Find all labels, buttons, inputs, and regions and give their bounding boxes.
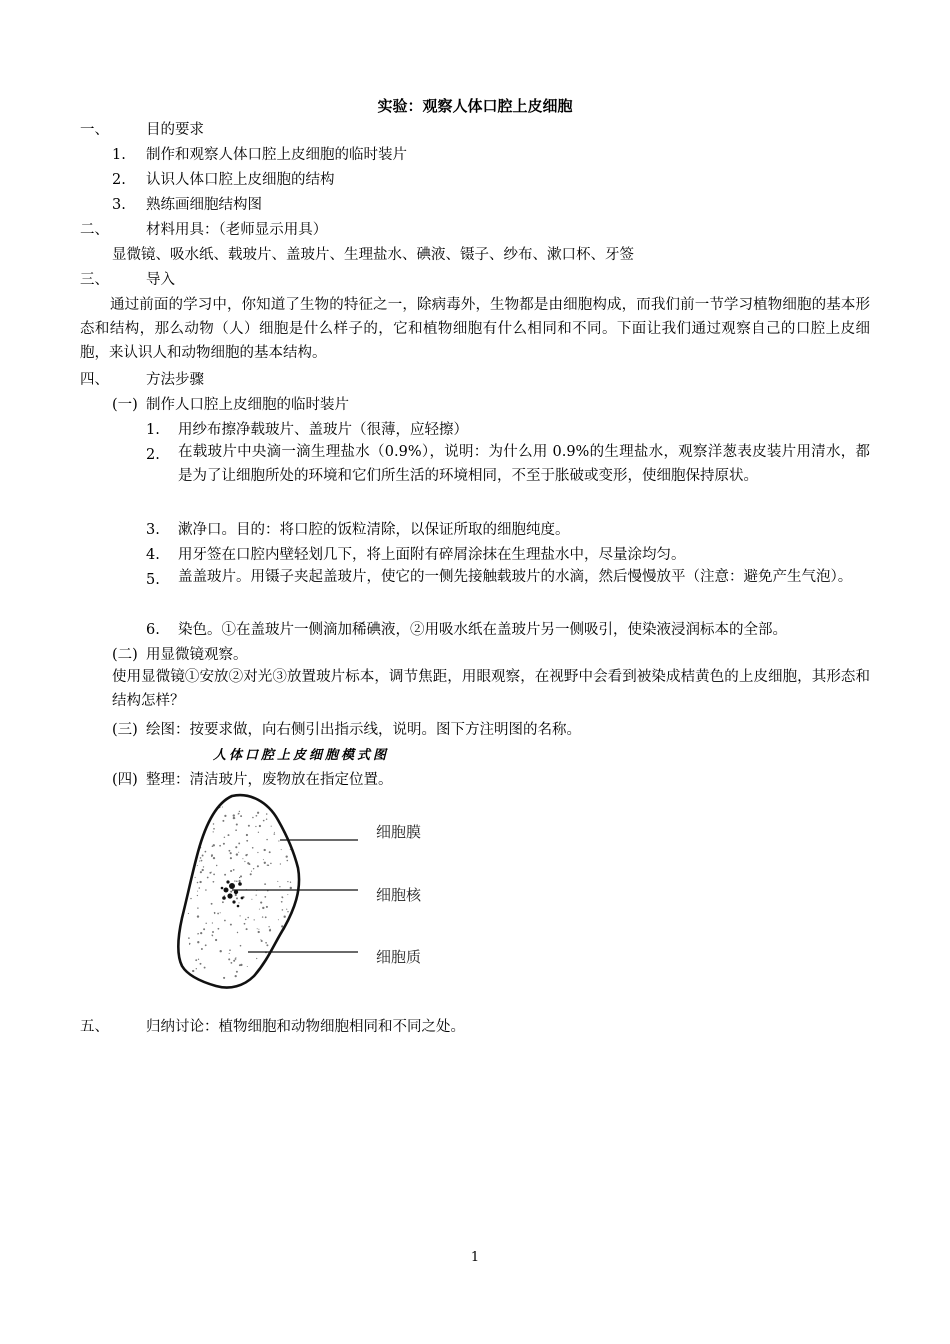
cytoplasm-dot bbox=[236, 881, 238, 883]
section-3-heading: 导入 bbox=[146, 272, 175, 288]
section-5-number: 五、 bbox=[80, 1019, 109, 1035]
cytoplasm-dot bbox=[287, 894, 288, 895]
cytoplasm-dot bbox=[204, 801, 206, 803]
cytoplasm-dot bbox=[190, 860, 192, 862]
cytoplasm-dot bbox=[215, 939, 217, 941]
cytoplasm-dot bbox=[278, 919, 279, 920]
cytoplasm-dot bbox=[283, 819, 284, 820]
sub-2-text: 用显微镜观察。 bbox=[146, 647, 248, 663]
cytoplasm-dot bbox=[228, 850, 230, 852]
cytoplasm-dot bbox=[224, 837, 225, 838]
cytoplasm-dot bbox=[219, 845, 221, 847]
cytoplasm-dot bbox=[290, 887, 292, 889]
cytoplasm-dot bbox=[256, 894, 257, 895]
cytoplasm-dot bbox=[257, 865, 259, 867]
cytoplasm-dot bbox=[238, 852, 239, 853]
cytoplasm-dot bbox=[265, 942, 267, 944]
cytoplasm-dot bbox=[269, 966, 271, 968]
cytoplasm-dot bbox=[201, 860, 203, 862]
cytoplasm-dot bbox=[246, 834, 248, 836]
cytoplasm-dot bbox=[263, 859, 264, 860]
cytoplasm-dot bbox=[206, 814, 207, 815]
cytoplasm-dot bbox=[245, 919, 247, 921]
cytoplasm-dot bbox=[211, 934, 212, 935]
cytoplasm-dot bbox=[289, 833, 290, 834]
s1-item-2-text: 认识人体口腔上皮细胞的结构 bbox=[146, 172, 335, 188]
cytoplasm-dot bbox=[197, 882, 199, 884]
cytoplasm-dot bbox=[230, 891, 232, 893]
cytoplasm-dot bbox=[235, 957, 236, 958]
cell-diagram-svg bbox=[170, 790, 450, 1000]
cytoplasm-dot bbox=[236, 971, 238, 973]
sub-3-text: 绘图：按要求做，向右侧引出指示线，说明。图下方注明图的名称。 bbox=[146, 722, 581, 738]
cytoplasm-dot bbox=[290, 920, 291, 921]
cytoplasm-dot bbox=[196, 839, 197, 840]
cytoplasm-dot bbox=[236, 823, 238, 825]
cytoplasm-dot bbox=[237, 932, 238, 933]
cytoplasm-dot bbox=[266, 818, 267, 819]
cytoplasm-dot bbox=[197, 891, 198, 892]
cytoplasm-dot bbox=[190, 898, 191, 899]
cytoplasm-dot bbox=[204, 967, 206, 969]
cytoplasm-dot bbox=[240, 945, 242, 947]
cytoplasm-dot bbox=[200, 963, 202, 965]
cytoplasm-dot bbox=[205, 923, 206, 924]
cytoplasm-dot bbox=[287, 881, 288, 882]
cytoplasm-dot bbox=[202, 855, 204, 857]
s1-item-1-number: 1. bbox=[112, 147, 126, 163]
cytoplasm-dot bbox=[231, 962, 233, 964]
cytoplasm-dot bbox=[240, 875, 242, 877]
cytoplasm-dot bbox=[255, 826, 256, 827]
cytoplasm-dot bbox=[281, 849, 282, 850]
sub-2-label: (二) bbox=[112, 647, 138, 663]
cytoplasm-dot bbox=[213, 831, 214, 832]
cytoplasm-dot bbox=[200, 823, 201, 824]
cytoplasm-dot bbox=[233, 817, 235, 819]
cytoplasm-dot bbox=[279, 886, 280, 887]
cytoplasm-dot bbox=[235, 975, 237, 977]
step-6-number: 6. bbox=[146, 622, 160, 638]
cytoplasm-dot bbox=[196, 831, 198, 833]
cytoplasm-dot bbox=[264, 862, 266, 864]
cytoplasm-dot bbox=[266, 839, 267, 840]
cytoplasm-dot bbox=[274, 832, 275, 833]
cytoplasm-dot bbox=[197, 895, 198, 896]
cytoplasm-dot bbox=[195, 877, 196, 878]
cytoplasm-dot bbox=[229, 953, 230, 954]
cytoplasm-dot bbox=[256, 958, 257, 959]
cytoplasm-dot bbox=[213, 874, 215, 876]
cytoplasm-dot bbox=[246, 840, 248, 842]
cytoplasm-dot bbox=[290, 954, 292, 956]
figure-caption: 人体口腔上皮细胞模式图 bbox=[213, 748, 390, 763]
cytoplasm-dot bbox=[263, 820, 265, 822]
cytoplasm-dot bbox=[213, 857, 215, 859]
step-4-text: 用牙签在口腔内壁轻划几下，将上面附有碎屑涂抹在生理盐水中，尽量涂均匀。 bbox=[178, 547, 686, 563]
cytoplasm-dot bbox=[235, 894, 237, 896]
cytoplasm-dot bbox=[288, 968, 290, 970]
cytoplasm-dot bbox=[222, 806, 223, 807]
cytoplasm-dot bbox=[266, 968, 268, 970]
cytoplasm-dot bbox=[229, 949, 231, 951]
cytoplasm-dot bbox=[258, 931, 260, 933]
cytoplasm-dot bbox=[239, 877, 240, 878]
cytoplasm-dot bbox=[189, 834, 190, 835]
cytoplasm-dot bbox=[288, 962, 289, 963]
step-2-number: 2. bbox=[146, 447, 160, 463]
cytoplasm-dot bbox=[290, 882, 291, 883]
cytoplasm-dot bbox=[244, 923, 246, 925]
cytoplasm-dot bbox=[234, 880, 235, 881]
step-3-text: 漱净口。目的：将口腔的饭粒清除，以保证所取的细胞纯度。 bbox=[178, 522, 570, 538]
cytoplasm-dot bbox=[212, 846, 214, 848]
cytoplasm-dot bbox=[205, 944, 207, 946]
cytoplasm-dot bbox=[291, 804, 292, 805]
cytoplasm-dot bbox=[258, 832, 259, 833]
step-4-number: 4. bbox=[146, 547, 160, 563]
cytoplasm-dot bbox=[201, 803, 203, 805]
cytoplasm-dot bbox=[240, 964, 242, 966]
cytoplasm-dot bbox=[235, 958, 237, 960]
cytoplasm-dot bbox=[284, 807, 286, 809]
cytoplasm-dot bbox=[271, 826, 272, 827]
cytoplasm-dot bbox=[264, 883, 266, 885]
cytoplasm-dot bbox=[207, 877, 209, 879]
cytoplasm-dot bbox=[201, 948, 203, 950]
cytoplasm-dot bbox=[251, 871, 252, 872]
cytoplasm-dot bbox=[240, 915, 241, 916]
s1-item-2-number: 2. bbox=[112, 172, 126, 188]
cytoplasm-dot bbox=[260, 902, 262, 904]
cytoplasm-dot bbox=[266, 944, 268, 946]
cytoplasm-dot bbox=[236, 853, 238, 855]
cytoplasm-dot bbox=[196, 968, 197, 969]
cytoplasm-dot bbox=[202, 828, 203, 829]
cytoplasm-dot bbox=[211, 872, 212, 873]
cytoplasm-dot bbox=[250, 873, 252, 875]
cytoplasm-dot bbox=[239, 811, 240, 812]
cytoplasm-dot bbox=[200, 857, 202, 859]
section-5-heading: 归纳讨论：植物细胞和动物细胞相同和不同之处。 bbox=[146, 1019, 465, 1035]
intro-paragraph: 通过前面的学习中，你知道了生物的特征之一，除病毒外，生物都是由细胞构成，而我们前一节学习植物细胞的基本形态和结构，那么动物（人）细胞是什么样子的，它和植物细胞有什么相同和不同。下面让我们通过观察自己的口腔上皮细胞，来认识人和动物细胞的基本结构。 bbox=[80, 297, 870, 361]
cell-nucleus bbox=[221, 880, 244, 907]
cytoplasm-dot bbox=[200, 932, 202, 934]
cytoplasm-dot bbox=[188, 937, 190, 939]
cytoplasm-dot bbox=[190, 840, 191, 841]
cytoplasm-dot bbox=[205, 851, 207, 853]
cytoplasm-dot bbox=[212, 922, 213, 923]
label-cytoplasm: 细胞质 bbox=[376, 948, 422, 966]
sub-4-label: (四) bbox=[112, 772, 138, 788]
cytoplasm-dot bbox=[246, 928, 248, 930]
cytoplasm-dot bbox=[211, 856, 213, 858]
cytoplasm-dot bbox=[203, 928, 205, 930]
section-2-number: 二、 bbox=[80, 222, 109, 238]
cytoplasm-dot bbox=[268, 926, 269, 927]
cytoplasm-dot bbox=[282, 897, 283, 898]
cytoplasm-dot bbox=[187, 842, 189, 844]
cytoplasm-dot bbox=[187, 977, 189, 979]
cytoplasm-dot bbox=[202, 869, 204, 871]
cytoplasm-dot bbox=[196, 805, 198, 807]
cytoplasm-dot bbox=[199, 887, 201, 889]
cytoplasm-dot bbox=[242, 858, 243, 859]
cytoplasm-dot bbox=[228, 958, 230, 960]
cytoplasm-dot bbox=[203, 866, 204, 867]
cytoplasm-dot bbox=[288, 816, 290, 818]
cytoplasm-dot bbox=[199, 881, 201, 883]
step-5-text: 盖盖玻片。用镊子夹起盖玻片，使它的一侧先接触载玻片的水滴，然后慢慢放平（注意：避免产生气泡）。 bbox=[178, 569, 853, 585]
cytoplasm-dot bbox=[213, 881, 215, 883]
cytoplasm-dot bbox=[230, 924, 232, 926]
cytoplasm-dot bbox=[257, 812, 259, 814]
cytoplasm-dot bbox=[200, 871, 202, 873]
cytoplasm-dot bbox=[264, 849, 266, 851]
cytoplasm-dot bbox=[269, 929, 271, 931]
cytoplasm-dot bbox=[235, 829, 237, 831]
cytoplasm-dot bbox=[212, 931, 214, 933]
cytoplasm-dot bbox=[278, 840, 279, 841]
cytoplasm-dot bbox=[259, 825, 261, 827]
cytoplasm-dot bbox=[188, 876, 190, 878]
cytoplasm-dot bbox=[257, 852, 258, 853]
cytoplasm-dot bbox=[224, 815, 226, 817]
label-cell-membrane: 细胞膜 bbox=[376, 823, 422, 841]
cytoplasm-dot bbox=[247, 862, 249, 864]
step-1-number: 1. bbox=[146, 422, 160, 438]
cytoplasm-dot bbox=[238, 813, 239, 814]
step-6-text: 染色。①在盖玻片一侧滴加稀碘液，②用吸水纸在盖玻片另一侧吸引，使染液浸润标本的全部。 bbox=[178, 622, 787, 638]
cytoplasm-dot bbox=[202, 831, 203, 832]
cytoplasm-dot bbox=[197, 865, 198, 866]
cytoplasm-dot bbox=[220, 950, 222, 952]
cytoplasm-dot bbox=[240, 815, 242, 817]
cytoplasm-dot bbox=[279, 972, 281, 974]
cytoplasm-dot bbox=[218, 928, 220, 930]
cytoplasm-dot bbox=[193, 847, 195, 849]
cytoplasm-dot bbox=[281, 901, 283, 903]
cytoplasm-dot bbox=[274, 833, 275, 834]
cytoplasm-dot bbox=[256, 815, 258, 817]
cytoplasm-dot bbox=[199, 861, 200, 862]
cytoplasm-dot bbox=[282, 909, 284, 911]
cytoplasm-dot bbox=[222, 820, 224, 822]
cytoplasm-dot bbox=[236, 897, 238, 899]
section-1-heading: 目的要求 bbox=[146, 122, 204, 138]
cytoplasm-dot bbox=[286, 946, 288, 948]
cytoplasm-dot bbox=[224, 920, 226, 922]
cytoplasm-dot bbox=[269, 980, 270, 981]
section-1-number: 一、 bbox=[80, 122, 109, 138]
cytoplasm-dot bbox=[235, 846, 237, 848]
cytoplasm-dot bbox=[261, 940, 263, 942]
s1-item-3-text: 熟练画细胞结构图 bbox=[146, 197, 262, 213]
cytoplasm-dot bbox=[287, 945, 289, 947]
cytoplasm-dot bbox=[230, 852, 232, 854]
cytoplasm-dot bbox=[265, 916, 267, 918]
section-3-number: 三、 bbox=[80, 272, 109, 288]
step-3-number: 3. bbox=[146, 522, 160, 538]
cytoplasm-dot bbox=[262, 907, 264, 909]
cytoplasm-dot bbox=[198, 933, 199, 934]
cytoplasm-dot bbox=[264, 896, 266, 898]
cytoplasm-dot bbox=[198, 959, 199, 960]
cytoplasm-dot bbox=[275, 973, 277, 975]
s1-item-1-text: 制作和观察人体口腔上皮细胞的临时装片 bbox=[146, 147, 407, 163]
sub-1-label: (一) bbox=[112, 397, 138, 413]
cytoplasm-dot bbox=[244, 861, 245, 862]
cytoplasm-dot bbox=[188, 866, 190, 868]
cytoplasm-dot bbox=[223, 977, 225, 979]
cytoplasm-dot bbox=[189, 944, 190, 945]
cytoplasm-dot bbox=[286, 802, 287, 803]
materials-list: 显微镜、吸水纸、载玻片、盖玻片、生理盐水、碘液、镊子、纱布、漱口杯、牙签 bbox=[112, 247, 634, 263]
cytoplasm-dot bbox=[223, 843, 225, 845]
cytoplasm-dot bbox=[216, 865, 217, 866]
cytoplasm-dot bbox=[269, 851, 271, 853]
cytoplasm-dot bbox=[262, 916, 263, 917]
sub-2-body: 使用显微镜①安放②对光③放置玻片标本，调节焦距，用眼观察，在视野中会看到被染成桔黄色的上皮细胞，其形态和结构怎样？ bbox=[112, 669, 870, 709]
cytoplasm-dot bbox=[247, 917, 249, 919]
cytoplasm-dot bbox=[247, 966, 248, 967]
cytoplasm-dot bbox=[188, 913, 189, 914]
sub-3-label: (三) bbox=[112, 722, 138, 738]
cytoplasm-dot bbox=[196, 814, 197, 815]
cytoplasm-dot bbox=[195, 959, 197, 961]
cytoplasm-dot bbox=[217, 913, 219, 915]
cytoplasm-dot bbox=[266, 906, 268, 908]
cytoplasm-dot bbox=[259, 909, 260, 910]
cytoplasm-dot bbox=[187, 838, 189, 840]
cytoplasm-dot bbox=[230, 870, 232, 872]
section-4-heading: 方法步骤 bbox=[146, 372, 204, 388]
cytoplasm-dot bbox=[286, 909, 287, 910]
cytoplasm-dot bbox=[251, 899, 252, 900]
cytoplasm-dot bbox=[213, 828, 215, 830]
cytoplasm-dot bbox=[213, 823, 214, 824]
cytoplasm-dot bbox=[214, 913, 215, 914]
cytoplasm-dot bbox=[233, 869, 235, 871]
cell-diagram bbox=[170, 790, 450, 1000]
cytoplasm-dot bbox=[275, 946, 277, 948]
cytoplasm-dot bbox=[252, 817, 254, 819]
sub-4-text: 整理：清洁玻片，废物放在指定位置。 bbox=[146, 772, 393, 788]
cytoplasm-dot bbox=[284, 916, 286, 918]
cytoplasm-dot bbox=[224, 874, 226, 876]
label-cell-nucleus: 细胞核 bbox=[376, 886, 422, 904]
cytoplasm-dot bbox=[197, 915, 199, 917]
cytoplasm-dot bbox=[238, 902, 239, 903]
sub-1-text: 制作人口腔上皮细胞的临时装片 bbox=[146, 397, 349, 413]
cytoplasm-dot bbox=[252, 847, 254, 849]
cell-membrane-outline bbox=[178, 795, 299, 987]
cytoplasm-dot bbox=[228, 834, 230, 836]
cytoplasm-dot bbox=[197, 907, 198, 908]
page-number: 1 bbox=[470, 1250, 480, 1265]
step-1-text: 用纱布擦净载玻片、盖玻片（很薄，应轻擦） bbox=[178, 422, 468, 438]
cytoplasm-dot bbox=[238, 842, 240, 844]
cytoplasm-dot bbox=[222, 901, 224, 903]
cytoplasm-dot bbox=[270, 863, 272, 865]
cytoplasm-dot bbox=[233, 814, 235, 816]
cytoplasm-dot bbox=[192, 970, 194, 972]
cytoplasm-dot bbox=[197, 941, 199, 943]
cytoplasm-dot bbox=[287, 911, 288, 912]
cell-stipple bbox=[187, 801, 292, 981]
page-title: 实验：观察人体口腔上皮细胞 bbox=[377, 97, 573, 115]
cytoplasm-dot bbox=[233, 960, 235, 962]
section-4-number: 四、 bbox=[80, 372, 109, 388]
cytoplasm-dot bbox=[261, 978, 262, 979]
cytoplasm-dot bbox=[280, 863, 281, 864]
cytoplasm-dot bbox=[248, 825, 250, 827]
cytoplasm-dot bbox=[265, 964, 267, 966]
cytoplasm-dot bbox=[220, 912, 221, 913]
cytoplasm-dot bbox=[286, 855, 288, 857]
step-2-text: 在载玻片中央滴一滴生理盐水（0.9%），说明：为什么用 0.9%的生理盐水，观察洋葱表皮装片用清水，都是为了让细胞所处的环境和它们所生活的环境相同，不至于胀破或变形，使细胞保持原状。 bbox=[178, 444, 870, 484]
cytoplasm-dot bbox=[282, 822, 284, 824]
cytoplasm-dot bbox=[217, 801, 219, 803]
cytoplasm-dot bbox=[253, 868, 254, 869]
cytoplasm-dot bbox=[274, 953, 275, 954]
s1-item-3-number: 3. bbox=[112, 197, 126, 213]
cytoplasm-dot bbox=[257, 928, 258, 929]
cytoplasm-dot bbox=[258, 929, 259, 930]
cytoplasm-dot bbox=[286, 860, 288, 862]
cytoplasm-dot bbox=[281, 820, 283, 822]
cytoplasm-dot bbox=[267, 864, 268, 865]
step-5-number: 5. bbox=[146, 572, 160, 588]
cytoplasm-dot bbox=[266, 813, 268, 815]
cytoplasm-dot bbox=[205, 889, 207, 891]
cytoplasm-dot bbox=[247, 854, 248, 855]
cytoplasm-dot bbox=[211, 903, 213, 905]
section-2-heading: 材料用具：（老师显示用具） bbox=[146, 222, 328, 238]
cytoplasm-dot bbox=[254, 919, 255, 920]
cytoplasm-dot bbox=[230, 857, 232, 859]
cytoplasm-dot bbox=[277, 881, 278, 882]
